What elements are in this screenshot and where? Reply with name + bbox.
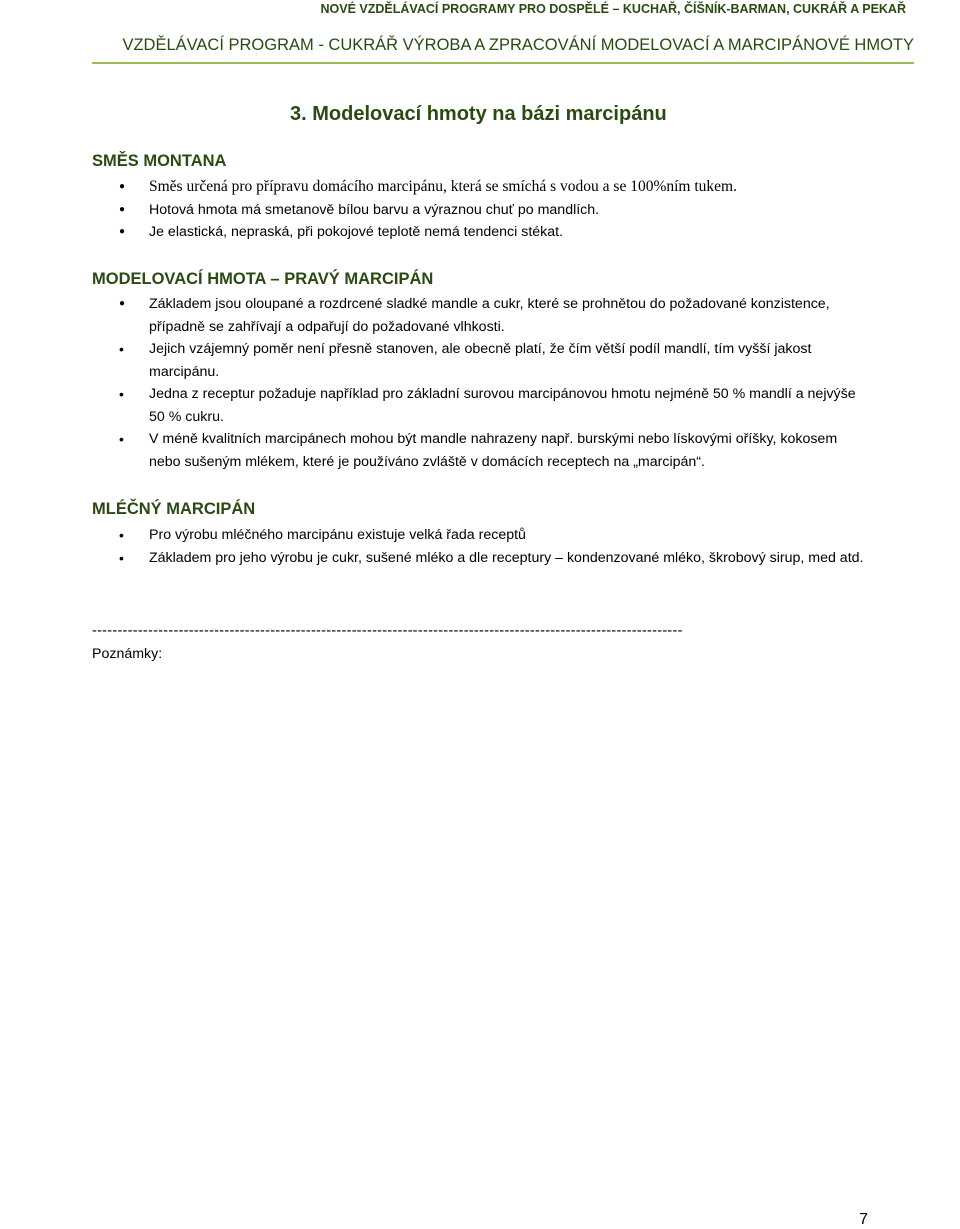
pravy-marcipan-list	[0, 293, 869, 473]
bullet-icon: •	[119, 386, 124, 402]
list-item-text: Je elastická, nepraská, při pokojové teplotě nemá tendenci stékat.	[149, 224, 564, 240]
list-item	[0, 176, 869, 199]
bullet-icon: ●	[119, 203, 126, 215]
list-item	[0, 428, 869, 473]
list-item-text: Základem pro jeho výrobu je cukr, sušené mléko a dle receptury – kondenzované mléko, škrobový sirup, med atd.	[149, 549, 864, 566]
bullet-icon: •	[119, 431, 124, 447]
notes-separator-line: --------------------------------------------------------------------------------------------------------------------	[92, 623, 683, 639]
list-item	[0, 547, 869, 570]
list-item	[0, 383, 869, 428]
bullet-icon: ●	[119, 226, 126, 237]
program-title-header: VZDĚLÁVACÍ PROGRAM - CUKRÁŘ VÝROBA A ZPRACOVÁNÍ MODELOVACÍ A MARCIPÁNOVÉ HMOTY	[122, 36, 914, 54]
section-heading-pravy-marcipan: MODELOVACÍ HMOTA – PRAVÝ MARCIPÁN	[92, 270, 434, 288]
list-item	[0, 221, 869, 244]
smes-montana-list	[0, 176, 869, 244]
bullet-icon: •	[119, 549, 124, 566]
bullet-icon: •	[119, 341, 124, 357]
list-item-text: Pro výrobu mléčného marcipánu existuje velká řada receptů	[149, 527, 526, 543]
list-item-text: Jejich vzájemný poměr není přesně stanoven, ale obecně platí, že čím větší podíl mandlí, tím vyšší jakost marcipánu.	[149, 341, 812, 380]
chapter-title: 3. Modelovací hmoty na bázi marcipánu	[290, 103, 667, 125]
list-item-text: V méně kvalitních marcipánech mohou být mandle nahrazeny např. burskými nebo lískovými oříšky, kokosem nebo sušeným mlékem, které je používáno zvláště v domácích receptech na „marcipán“.	[149, 431, 838, 470]
list-item-text: Směs určená pro přípravu domácího marcipánu, která se smíchá s vodou a se 100%ním tukem.	[149, 178, 737, 195]
document-series-header: NOVÉ VZDĚLÁVACÍ PROGRAMY PRO DOSPĚLÉ – KUCHAŘ, ČÍŠNÍK-BARMAN, CUKRÁŘ A PEKAŘ	[320, 2, 906, 16]
list-item	[0, 293, 869, 338]
list-item	[0, 199, 869, 222]
list-item-text: Hotová hmota má smetanově bílou barvu a výraznou chuť po mandlích.	[149, 201, 600, 218]
section-heading-mlecny-marcipan: MLÉČNÝ MARCIPÁN	[92, 500, 256, 518]
bullet-icon: •	[119, 527, 124, 543]
list-item-text: Jedna z receptur požaduje například pro základní surovou marcipánovou hmotu nejméně 50 % mandlí a nejvýše 50 % cukru.	[149, 386, 856, 425]
list-item	[0, 338, 869, 383]
header-divider	[92, 62, 914, 64]
list-item-text: Základem jsou oloupané a rozdrcené sladké mandle a cukr, které se prohnětou do požadované konzistence, případně se zahřívají a odpařují do požadované vlhkosti.	[149, 296, 830, 335]
section-heading-smes-montana: SMĚS MONTANA	[92, 152, 227, 170]
notes-label: Poznámky:	[92, 646, 163, 662]
bullet-icon: ●	[119, 298, 126, 309]
list-item	[0, 524, 869, 547]
mlecny-marcipan-list	[0, 524, 869, 569]
bullet-icon: ●	[119, 181, 126, 192]
page-number: 7	[859, 1211, 868, 1228]
